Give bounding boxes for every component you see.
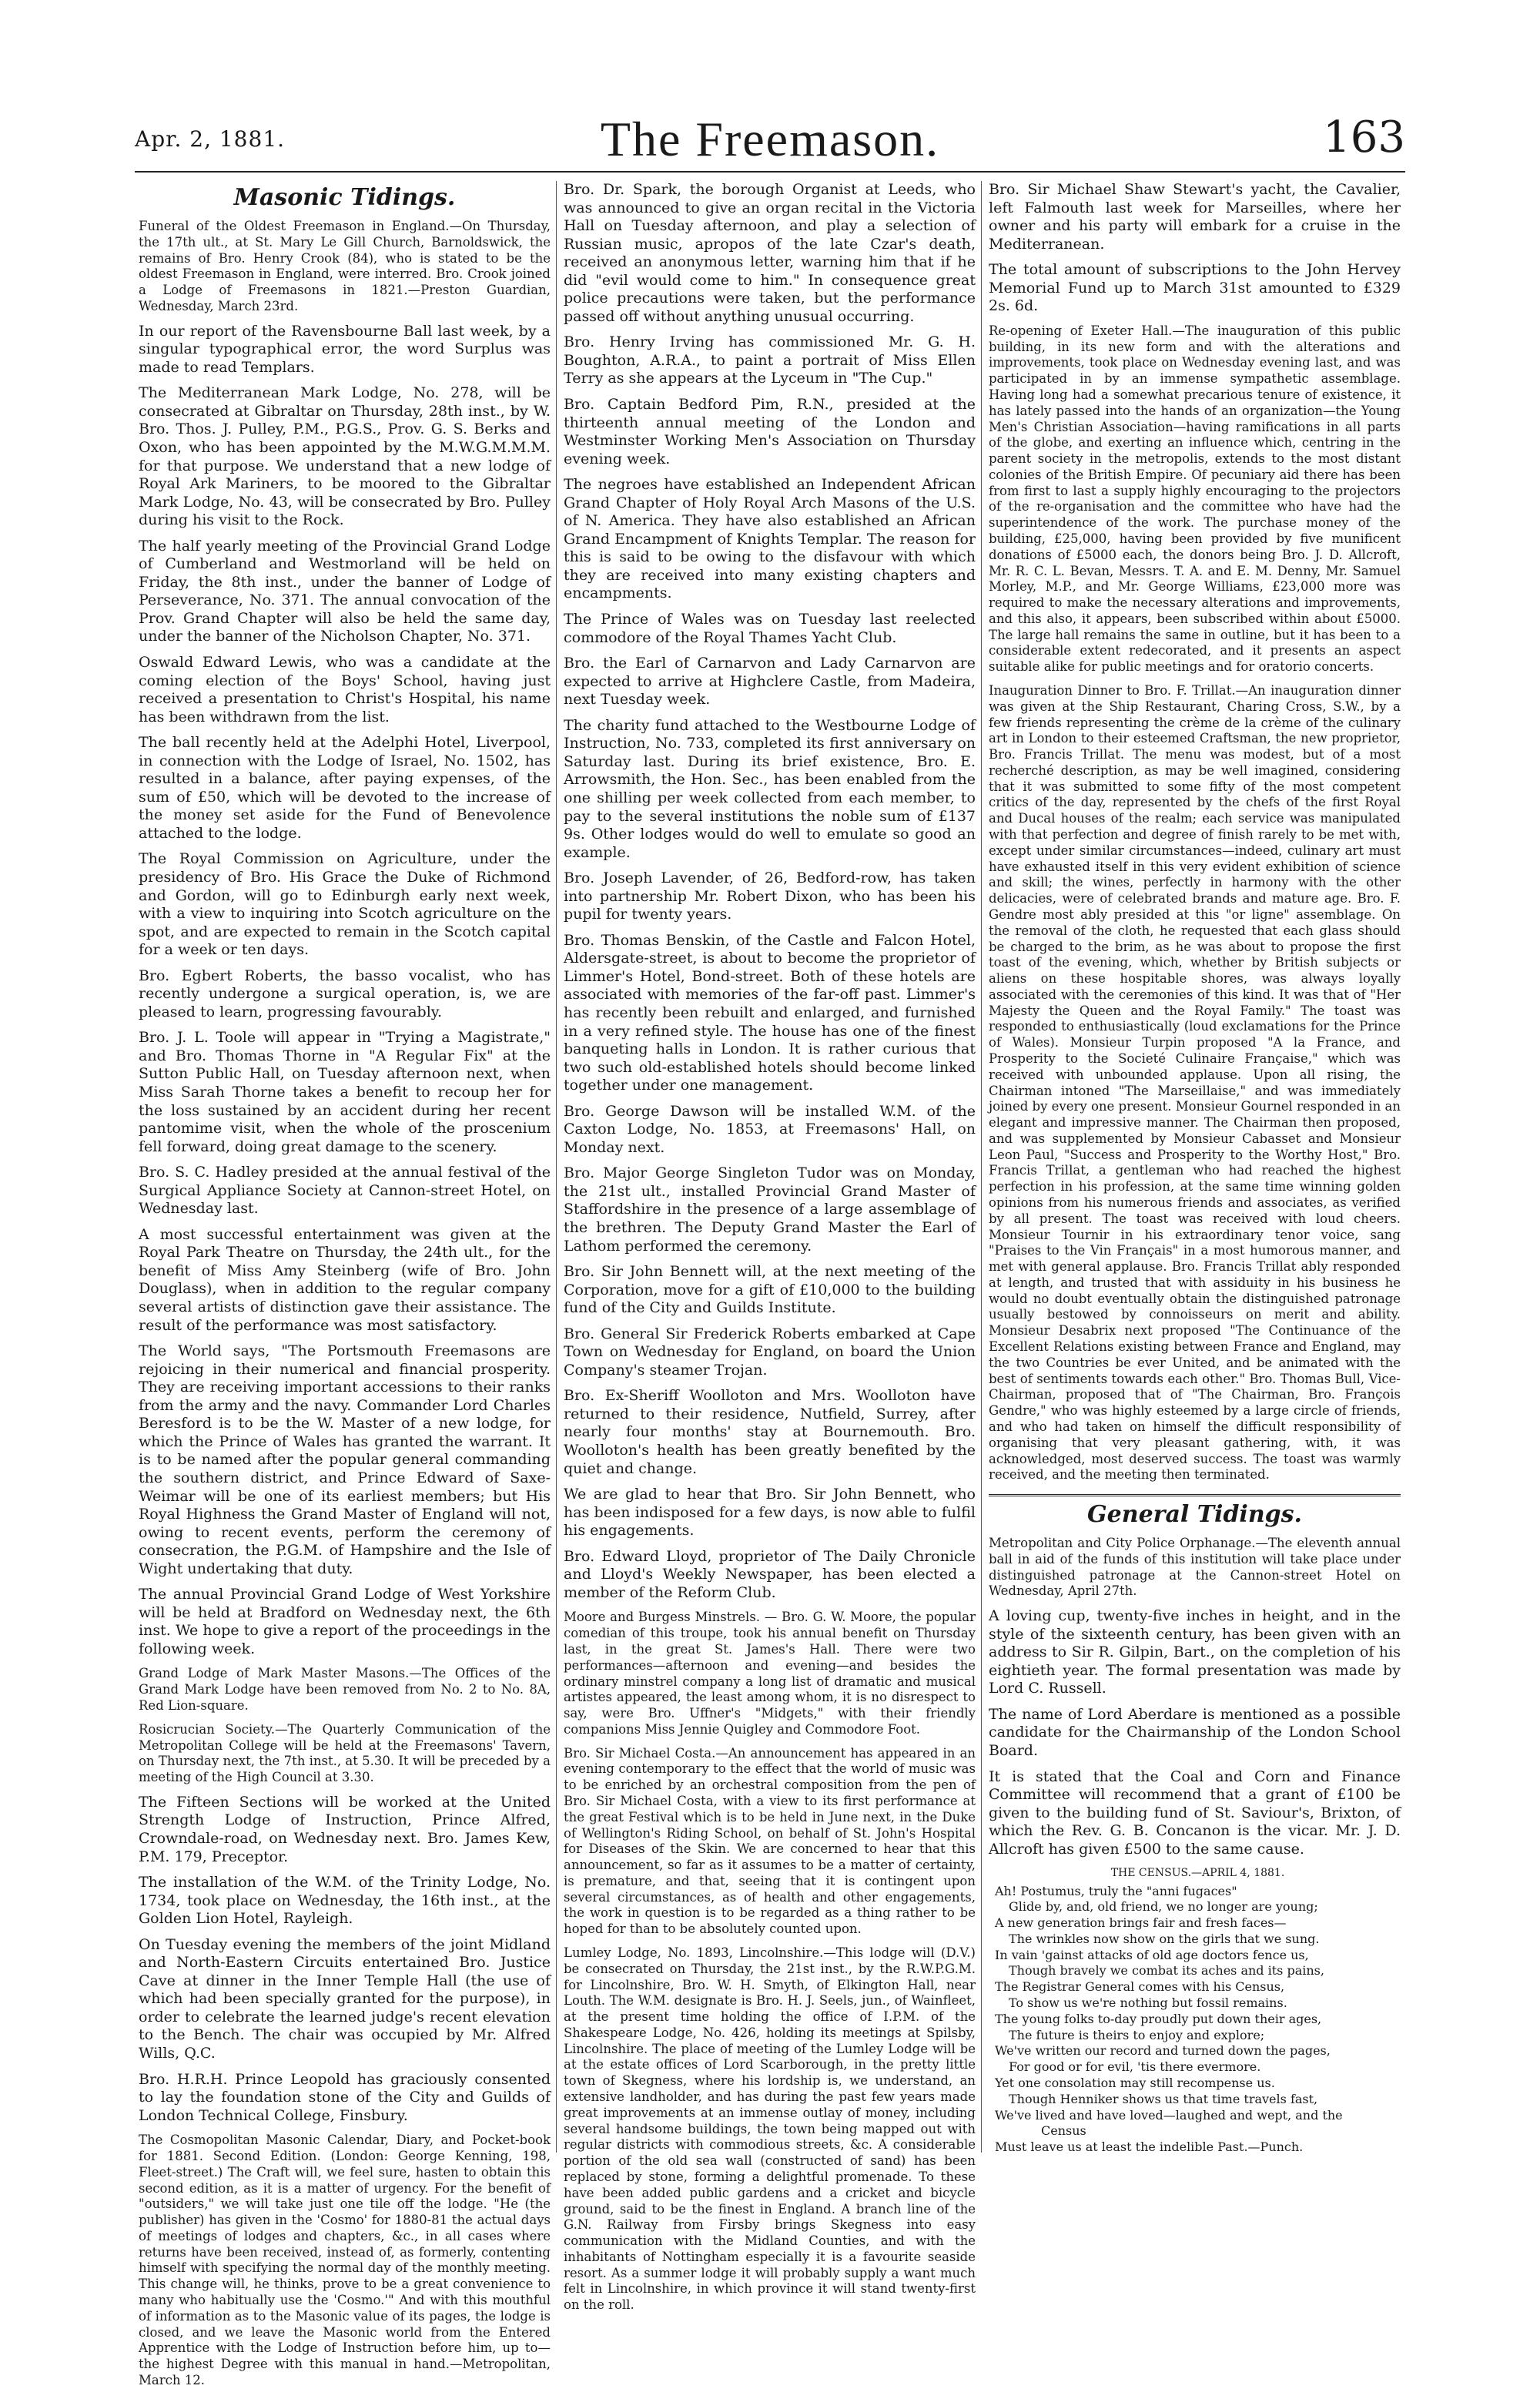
- poem-line: The future is theirs to enjoy and explore;: [1009, 2027, 1265, 2042]
- article-paragraph: Bro. Thomas Benskin, of the Castle and Falcon Hotel, Aldersgate-street, is about to become the proprietor of Limmer's Hotel, Bond-street. Both of these hotels are associated with memories of the far-off past. Limmer's has recently been rebuilt and enlarged, and furnished in a very refined style. The house has one of the finest banqueting halls in London. It is rather curious that two such old-established hotels should become linked together under one management.: [564, 931, 976, 1094]
- masthead-rule: [135, 171, 1405, 173]
- article-paragraph: Bro. Dr. Spark, the borough Organist at Leeds, who was announced to give an organ recital in the Victoria Hall on Tuesday afternoon, and play a selection of Russian music, apropos of the late Czar's death, received an anonymous letter, warning him that if he did "evil would come to him." In consequence great police precautions were taken, but the performance passed off without anything unusual occurring.: [564, 181, 976, 325]
- article-paragraph: A loving cup, twenty-five inches in height, and in the style of the sixteenth century, has been given with an address to Sir R. Gilpin, Bart., on the completion of his eightieth year. The formal presentation was made by Lord C. Russell.: [989, 1607, 1401, 1697]
- issue-date: Apr. 2, 1881.: [135, 126, 286, 152]
- poem-line: The young folks to-day proudly put down their ages,: [995, 2011, 1322, 2026]
- newspaper-title: The Freemason.: [600, 112, 940, 166]
- article-paragraph: In our report of the Ravensbourne Ball last week, by a singular typographical error, the word Surplus was made to read Templars.: [139, 322, 551, 376]
- section-title-general-tidings: General Tidings.: [1087, 1501, 1302, 1529]
- article-paragraph: Bro. Major George Singleton Tudor was on Monday, the 21st ult., installed Provincial Grand Master of Staffordshire in the presence of a large assemblage of the brethren. The Deputy Grand Master the Earl of Lathom performed the ceremony.: [564, 1164, 976, 1255]
- poem-line: The wrinkles now show on the girls that we sung.: [1009, 1931, 1320, 1946]
- article-paragraph: Bro. J. L. Toole will appear in "Trying a Magistrate," and Bro. Thomas Thorne in "A Regular Fix" at the Sutton Public Hall, on Tuesday afternoon next, when Miss Sarah Thorne takes a benefit to recoup her for the loss sustained by an accident during her recent pantomime visit, when the whole of the proscenium fell forward, doing great damage to the scenery.: [139, 1029, 551, 1155]
- column-3: [989, 181, 1401, 2160]
- article-paragraph: Bro. Joseph Lavender, of 26, Bedford-row, has taken into partnership Mr. Robert Dixon, who has been his pupil for twenty years.: [564, 869, 976, 923]
- poem-line: Census: [1041, 2123, 1086, 2139]
- poem-line: For good or for evil, 'tis there evermore.: [1009, 2059, 1261, 2075]
- article-paragraph: The World says, "The Portsmouth Freemasons are rejoicing in their numerical and financial prosperity. They are receiving important accessions to their ranks from the army and the navy. Commander Lord Charles Beresford is to be the W. Master of a new lodge, for which the Prince of Wales has granted the warrant. It is to be named after the popular general commanding the southern district, and Prince Edward of Saxe-Weimar will be one of its earliest members; but His Royal Highness the Grand Master of England will not, owing to recent events, perform the ceremony of consecration, the P.G.M. of Hampshire and the Isle of Wight undertaking that duty.: [139, 1342, 551, 1577]
- poem-line: Though Henniker shows us that time travels fast,: [1009, 2091, 1318, 2106]
- article-paragraph: Grand Lodge of Mark Master Masons.—The Offices of the Grand Mark Lodge have been removed from No. 2 to No. 8A, Red Lion-square.: [139, 1666, 551, 1713]
- article-paragraph: The charity fund attached to the Westbourne Lodge of Instruction, No. 733, completed its first anniversary on Saturday last. During its brief existence, Bro. E. Arrowsmith, the Hon. Sec., has been enabled from the one shilling per week collected from each member, to pay to the several institutions the noble sum of £137 9s. Other lodges would do well to emulate so good an example.: [564, 716, 976, 861]
- article-paragraph: Bro. H.R.H. Prince Leopold has graciously consented to lay the foundation stone of the City and Guilds of London Technical College, Finsbury.: [139, 2070, 551, 2124]
- article-paragraph: The annual Provincial Grand Lodge of West Yorkshire will be held at Bradford on Wednesday next, the 6th inst. We hope to give a report of the proceedings in the following week.: [139, 1586, 551, 1657]
- section-rule: [989, 1494, 1401, 1496]
- poem-line: The Registrar General comes with his Census,: [995, 1979, 1285, 1995]
- column-divider: [556, 181, 557, 2153]
- article-paragraph: The installation of the W.M. of the Trinity Lodge, No. 1734, took place on Wednesday, the 16th inst., at the Golden Lion Hotel, Rayleigh.: [139, 1874, 551, 1928]
- article-paragraph: Re-opening of Exeter Hall.—The inauguration of this public building, in its new form and with the alterations and improvements, took place on Wednesday evening last, and was participated in by an immense sympathetic assemblage. Having long had a somewhat precarious tenure of existence, it has lately passed into the hands of an organization—the Young Men's Christian Association—having ramifications in all parts of the globe, and exerting an influence which, centring in the parent society in the metropolis, extends to the most distant colonies of the British Empire. Of pecuniary aid there has been from first to last a supply highly encouraging to the projectors of the re-organisation and the committee who have had the superintendence of the work. The purchase money of the building, £25,000, having been provided by five munificent donations of £5000 each, the donors being Bro. J. D. Allcroft, Mr. R. C. L. Bevan, Messrs. T. A. and E. M. Denny, Mr. Samuel Morley, M.P., and Mr. George Williams, £23,000 more was required to make the necessary alterations and improvements, and this also, it appears, been subscribed within about £5000. The large hall remains the same in outline, but it has been to a considerable extent redecorated, and it presents an aspect suitable alike for public meetings and for oratorio concerts.: [989, 323, 1401, 675]
- poem-line: A new generation brings fair and fresh faces—: [995, 1915, 1287, 1931]
- poem-line: We've written our record and turned down the pages,: [995, 2043, 1331, 2059]
- poem-line: To show us we're nothing but fossil remains.: [1009, 1995, 1287, 2011]
- article-paragraph: Bro. S. C. Hadley presided at the annual festival of the Surgical Appliance Society at Cannon-street Hotel, on Wednesday last.: [139, 1164, 551, 1218]
- article-paragraph: Bro. Sir Michael Shaw Stewart's yacht, the Cavalier, left Falmouth last week for Marseilles, where her owner and his party will embark for a cruise in the Mediterranean.: [989, 181, 1401, 253]
- article-paragraph: Bro. Egbert Roberts, the basso vocalist, who has recently undergone a surgical operation, is, we are pleased to learn, progressing favourably.: [139, 967, 551, 1020]
- masthead: [135, 112, 1405, 166]
- poem-line: Yet one consolation may still recompense us.: [995, 2076, 1275, 2091]
- page-number: 163: [1323, 112, 1405, 163]
- article-paragraph: We are glad to hear that Bro. Sir John Bennett, who has been indisposed for a few days, is now able to fulfil his engagements.: [564, 1486, 976, 1540]
- article-paragraph: Bro. the Earl of Carnarvon and Lady Carnarvon are expected to arrive at Highclere Castle, from Madeira, next Tuesday week.: [564, 655, 976, 709]
- article-paragraph: Metropolitan and City Police Orphanage.—The eleventh annual ball in aid of the funds of this institution will take place under distinguished patronage at the Cannon-street Hotel on Wednesday, April 27th.: [989, 1536, 1401, 1599]
- article-paragraph: The half yearly meeting of the Provincial Grand Lodge of Cumberland and Westmorland will be held on Friday, the 8th inst., under the banner of Lodge of Perseverance, No. 371. The annual convocation of the Prov. Grand Chapter will also be held the same day, under the banner of the Nicholson Chapter, No. 371.: [139, 537, 551, 645]
- article-paragraph: Bro. Sir John Bennett will, at the next meeting of the Corporation, move for a gift of £10,000 to the building fund of the City and Guilds Institute.: [564, 1263, 976, 1317]
- poem-heading: THE CENSUS.—APRIL 4, 1881.: [1110, 1867, 1285, 1880]
- article-paragraph: The Prince of Wales was on Tuesday last reelected commodore of the Royal Thames Yacht Club.: [564, 611, 976, 646]
- article-paragraph: Rosicrucian Society.—The Quarterly Communication of the Metropolitan College will be held at the Freemasons' Tavern, on Thursday next, the 7th inst., at 5.30. It will be preceded by a meeting of the High Council at 3.30.: [139, 1721, 551, 1785]
- column-divider: [981, 181, 982, 2153]
- poem-line: We've lived and have loved—laughed and wept, and the: [995, 2107, 1343, 2123]
- article-paragraph: It is stated that the Coal and Corn and Finance Committee will recommend that a grant of £100 be given to the building fund of St. Saviour's, Brixton, of which the Rev. G. B. Concanon is the vicar. Mr. J. D. Allcroft has given £500 to the same cause.: [989, 1767, 1401, 1858]
- article-paragraph: The Cosmopolitan Masonic Calendar, Diary, and Pocket-book for 1881. Second Edition. (London: George Kenning, 198, Fleet-street.) The Craft will, we feel sure, hasten to obtain this second edition, as it is a matter of urgency. For the benefit of "outsiders," we will take just one tile off the lodge. "He (the publisher) has given in the 'Cosmo' for 1880-81 the actual days of meetings of lodges and chapters, &c., in all cases where returns have been received, instead of, as formerly, contenting himself with specifying the normal day of the monthly meeting. This change will, he thinks, prove to be a great convenience to many who habitually use the 'Cosmo.'" And with this mouthful of information as to the Masonic value of its pages, the lodge is closed, and we leave the Masonic world from the Entered Apprentice with the Lodge of Instruction before him, up to—the highest Degree with this manual in hand.—Metropolitan, March 12.: [139, 2133, 551, 2387]
- article-paragraph: Bro. Sir Michael Costa.—An announcement has appeared in an evening contemporary to the effect that the world of music was to be enriched by an orchestral composition from the pen of Bro. Sir Michael Costa, with a view to its first performance at the great Festival which is to be held in June next, in the Duke of Wellington's Riding School, on behalf of St. John's Hospital for Diseases of the Skin. We are concerned to hear that this announcement, so far as it assumes to be a matter of certainty, is premature, and that, seeing that it is contingent upon several circumstances, as of health and other engagements, the work in question is to be regarded as a thing rather to be hoped for than to be absolutely counted upon.: [564, 1745, 976, 1937]
- poem-line: In vain 'gainst attacks of old age doctors fence us,: [995, 1947, 1309, 1962]
- article-paragraph: The name of Lord Aberdare is mentioned as a possible candidate for the Chairmanship of the London School Board.: [989, 1705, 1401, 1760]
- article-paragraph: Inauguration Dinner to Bro. F. Trillat.—An inauguration dinner was given at the Ship Restaurant, Charing Cross, S.W., by a few friends representing the crème de la crème of the culinary art in London to their esteemed Craftsman, the new proprietor, Bro. Francis Trillat. The menu was modest, but of a most recherché description, as may be well imagined, considering that it was submitted to some fifty of the most competent critics of the day, represented by the chefs of the first Royal and Ducal houses of the realm; each service was manipulated with that perfection and degree of finish rarely to be met with, except under similar circumstances—indeed, culinary art must have exhausted itself in this very evident exhibition of science and skill; the wines, perfectly in harmony with the other delicacies, were of celebrated brands and mature age. Bro. F. Gendre most ably presided at this "or ligne" assemblage. On the removal of the cloth, he requested that each glass should be charged to the brim, as he was about to propose the first toast of the evening, which, whether by British subjects or aliens on these hospitable shores, was always loyally associated with the ceremonies of this kind. It was that of "Her Majesty the Queen and the Royal Family." The toast was responded to enthusiastically (loud exclamations for the Prince of Wales). Monsieur Turpin proposed "A la France, and Prosperity to the Societé Culinaire Française," which was received with unbounded applause. Upon all rising, the Chairman intoned "The Marseillaise," and was immediately joined by every one present. Monsieur Gournel responded in an elegant and impressive manner. The Chairman then proposed, and was supplemented by Monsieur Cabasset and Monsieur Leon Paul, "Success and Prosperity to the Worthy Host," Bro. Francis Trillat, a gentleman who had reached the highest perfection in his profession, at the same time winning golden opinions from his numerous friends and associates, as verified by all present. The toast was received with loud cheers. Monsieur Tournir in his extraordinary tenor voice, sang "Praises to the Vin Français" in a most humorous manner, and met with general applause. Bro. Francis Trillat ably responded at length, and trusted that with assiduity in his business he would no doubt eventually obtain the distinguished patronage usually bestowed by connoisseurs on merit and ability. Monsieur Desabrix next proposed "The Continuance of the Excellent Relations existing between France and England, may the two Countries be ever United, and be animated with the best of sentiments towards each other." Bro. Thomas Bull, Vice-Chairman, proposed that of "The Chairman, Bro. François Gendre," who was highly esteemed by a large circle of friends, and who had taken on himself the difficult responsibility of organising that very pleasant gathering, with, it was acknowledged, most deserved success. The toast was warmly received, and the meeting then terminated.: [989, 683, 1401, 1483]
- section-title-masonic-tidings: Masonic Tidings.: [233, 184, 456, 211]
- article-paragraph: The negroes have established an Independent African Grand Chapter of Holy Royal Arch Masons of the U.S. of N. America. They have also established an African Grand Encampment of Knights Templar. The reason for this is said to be owing to the disfavour with which they are received into many existing chapters and encampments.: [564, 476, 976, 602]
- poem-census: [995, 1866, 1401, 2156]
- article-paragraph: Lumley Lodge, No. 1893, Lincolnshire.—This lodge will (D.V.) be consecrated on Thursday, the 21st inst., by the R.W.P.G.M. for Lincolnshire, Bro. W. H. Smyth, of Elkington Hall, near Louth. The W.M. designate is Bro. H. J. Seels, jun., of Wainfleet, at the present time holding the office of I.P.M. of the Shakespeare Lodge, No. 426, holding its meetings at Spilsby, Lincolnshire. The place of meeting of the Lumley Lodge will be at the estate offices of Lord Scarborough, in the pretty little town of Skegness, where his lordship is, we understand, an extensive landholder, and has during the past few years made great improvements at an immense outlay of money, including several handsome buildings, the town being mapped out with regular districts with commodious streets, &c. A considerable portion of the old sea wall (constructed of sand) has been replaced by stone, forming a delightful promenade. To these have been added public gardens and a cricket and bicycle ground, said to be the finest in England. A branch line of the G.N. Railway from Firsby brings Skegness into easy communication with the Midland Counties, and with the inhabitants of Nottingham especially it is a favourite seaside resort. As a summer lodge it will probably supply a want much felt in Lincolnshire, in which province it will stand twenty-first on the roll.: [564, 1945, 976, 2313]
- poem-line: Ah! Postumus, truly the "anni fugaces": [995, 1883, 1237, 1898]
- article-paragraph: Funeral of the Oldest Freemason in England.—On Thursday, the 17th ult., at St. Mary Le Gill Church, Barnoldswick, the remains of Bro. Henry Crook (84), who is stated to be the oldest Freemason in England, were interred. Bro. Crook joined a Lodge of Freemasons in 1821.—Preston Guardian, Wednesday, March 23rd.: [139, 219, 551, 313]
- article-paragraph: The total amount of subscriptions to the John Hervey Memorial Fund up to March 31st amounted to £329 2s. 6d.: [989, 261, 1401, 315]
- article-paragraph: Bro. General Sir Frederick Roberts embarked at Cape Town on Wednesday for England, on board the Union Company's steamer Trojan.: [564, 1325, 976, 1379]
- article-paragraph: Oswald Edward Lewis, who was a candidate at the coming election of the Boys' School, having just received a presentation to Christ's Hospital, his name has been withdrawn from the list.: [139, 653, 551, 725]
- article-paragraph: The Mediterranean Mark Lodge, No. 278, will be consecrated at Gibraltar on Thursday, 28th inst., by W. Bro. Thos. J. Pulley, P.M., P.G.S., Prov. G. S. Berks and Oxon, who has been appointed by the M.W.G.M.M.M. for that purpose. We understand that a new lodge of Royal Ark Mariners, to be moored to the Gibraltar Mark Lodge, No. 43, will be consecrated by Bro. Pulley during his visit to the Rock.: [139, 384, 551, 529]
- article-paragraph: Moore and Burgess Minstrels. — Bro. G. W. Moore, the popular comedian of this troupe, took his annual benefit on Thursday last, in the great St. James's Hall. There were two performances—afternoon and evening—and besides the ordinary minstrel company a long list of dramatic and musical artistes appeared, the least among whom, it is no disrespect to say, were Bro. Uffner's "Midgets," with their friendly companions Miss Jennie Quigley and Commodore Foot.: [564, 1610, 976, 1737]
- article-paragraph: On Tuesday evening the members of the joint Midland and North-Eastern Circuits entertained Bro. Justice Cave at dinner in the Inner Temple Hall (the use of which had been specially granted for the purpose), in order to celebrate the learned judge's recent elevation to the Bench. The chair was occupied by Mr. Alfred Wills, Q.C.: [139, 1935, 551, 2062]
- column-2: [564, 181, 976, 2313]
- article-paragraph: Bro. Henry Irving has commissioned Mr. G. H. Boughton, A.R.A., to paint a portrait of Miss Ellen Terry as she appears at the Lyceum in "The Cup.": [564, 333, 976, 387]
- article-paragraph: Bro. Captain Bedford Pim, R.N., presided at the thirteenth annual meeting of the London and Westminster Working Men's Association on Thursday evening week.: [564, 396, 976, 467]
- poem-line: Though bravely we combat its aches and its pains,: [1009, 1963, 1324, 1979]
- article-paragraph: Bro. Ex-Sheriff Woolloton and Mrs. Woolloton have returned to their residence, Nutfield, Surrey, after nearly four months' stay at Bournemouth. Bro. Woolloton's health has been greatly benefited by the quiet and change.: [564, 1387, 976, 1477]
- article-paragraph: The Fifteen Sections will be worked at the United Strength Lodge of Instruction, Prince Alfred, Crowndale-road, on Wednesday next. Bro. James Kew, P.M. 179, Preceptor.: [139, 1793, 551, 1865]
- article-paragraph: A most successful entertainment was given at the Royal Park Theatre on Thursday, the 24th ult., for the benefit of Miss Amy Steinberg (wife of Bro. John Douglass), when in addition to the regular company several artists of distinction gave their assistance. The result of the performance was most satisfactory.: [139, 1225, 551, 1334]
- article-paragraph: The ball recently held at the Adelphi Hotel, Liverpool, in connection with the Lodge of Israel, No. 1502, has resulted in a balance, after paying expenses, of the sum of £50, which will be devoted to the increase of the money set aside for the Fund of Benevolence attached to the lodge.: [139, 734, 551, 842]
- article-paragraph: The Royal Commission on Agriculture, under the presidency of Bro. His Grace the Duke of Richmond and Gordon, will go to Edinburgh early next week, with a view to inquiring into Scotch agriculture on the spot, and are expected to remain in the Scotch capital for a week or ten days.: [139, 850, 551, 959]
- poem-line: Glide by, and, old friend, we no longer are young;: [1009, 1899, 1318, 1915]
- poem-line: Must leave us at least the indelible Past.—Punch.: [995, 2139, 1304, 2155]
- column-1: [139, 181, 551, 2387]
- article-paragraph: Bro. George Dawson will be installed W.M. of the Caxton Lodge, No. 1853, at Freemasons' Hall, on Monday next.: [564, 1102, 976, 1156]
- article-paragraph: Bro. Edward Lloyd, proprietor of The Daily Chronicle and Lloyd's Weekly Newspaper, has been elected a member of the Reform Club.: [564, 1547, 976, 1601]
